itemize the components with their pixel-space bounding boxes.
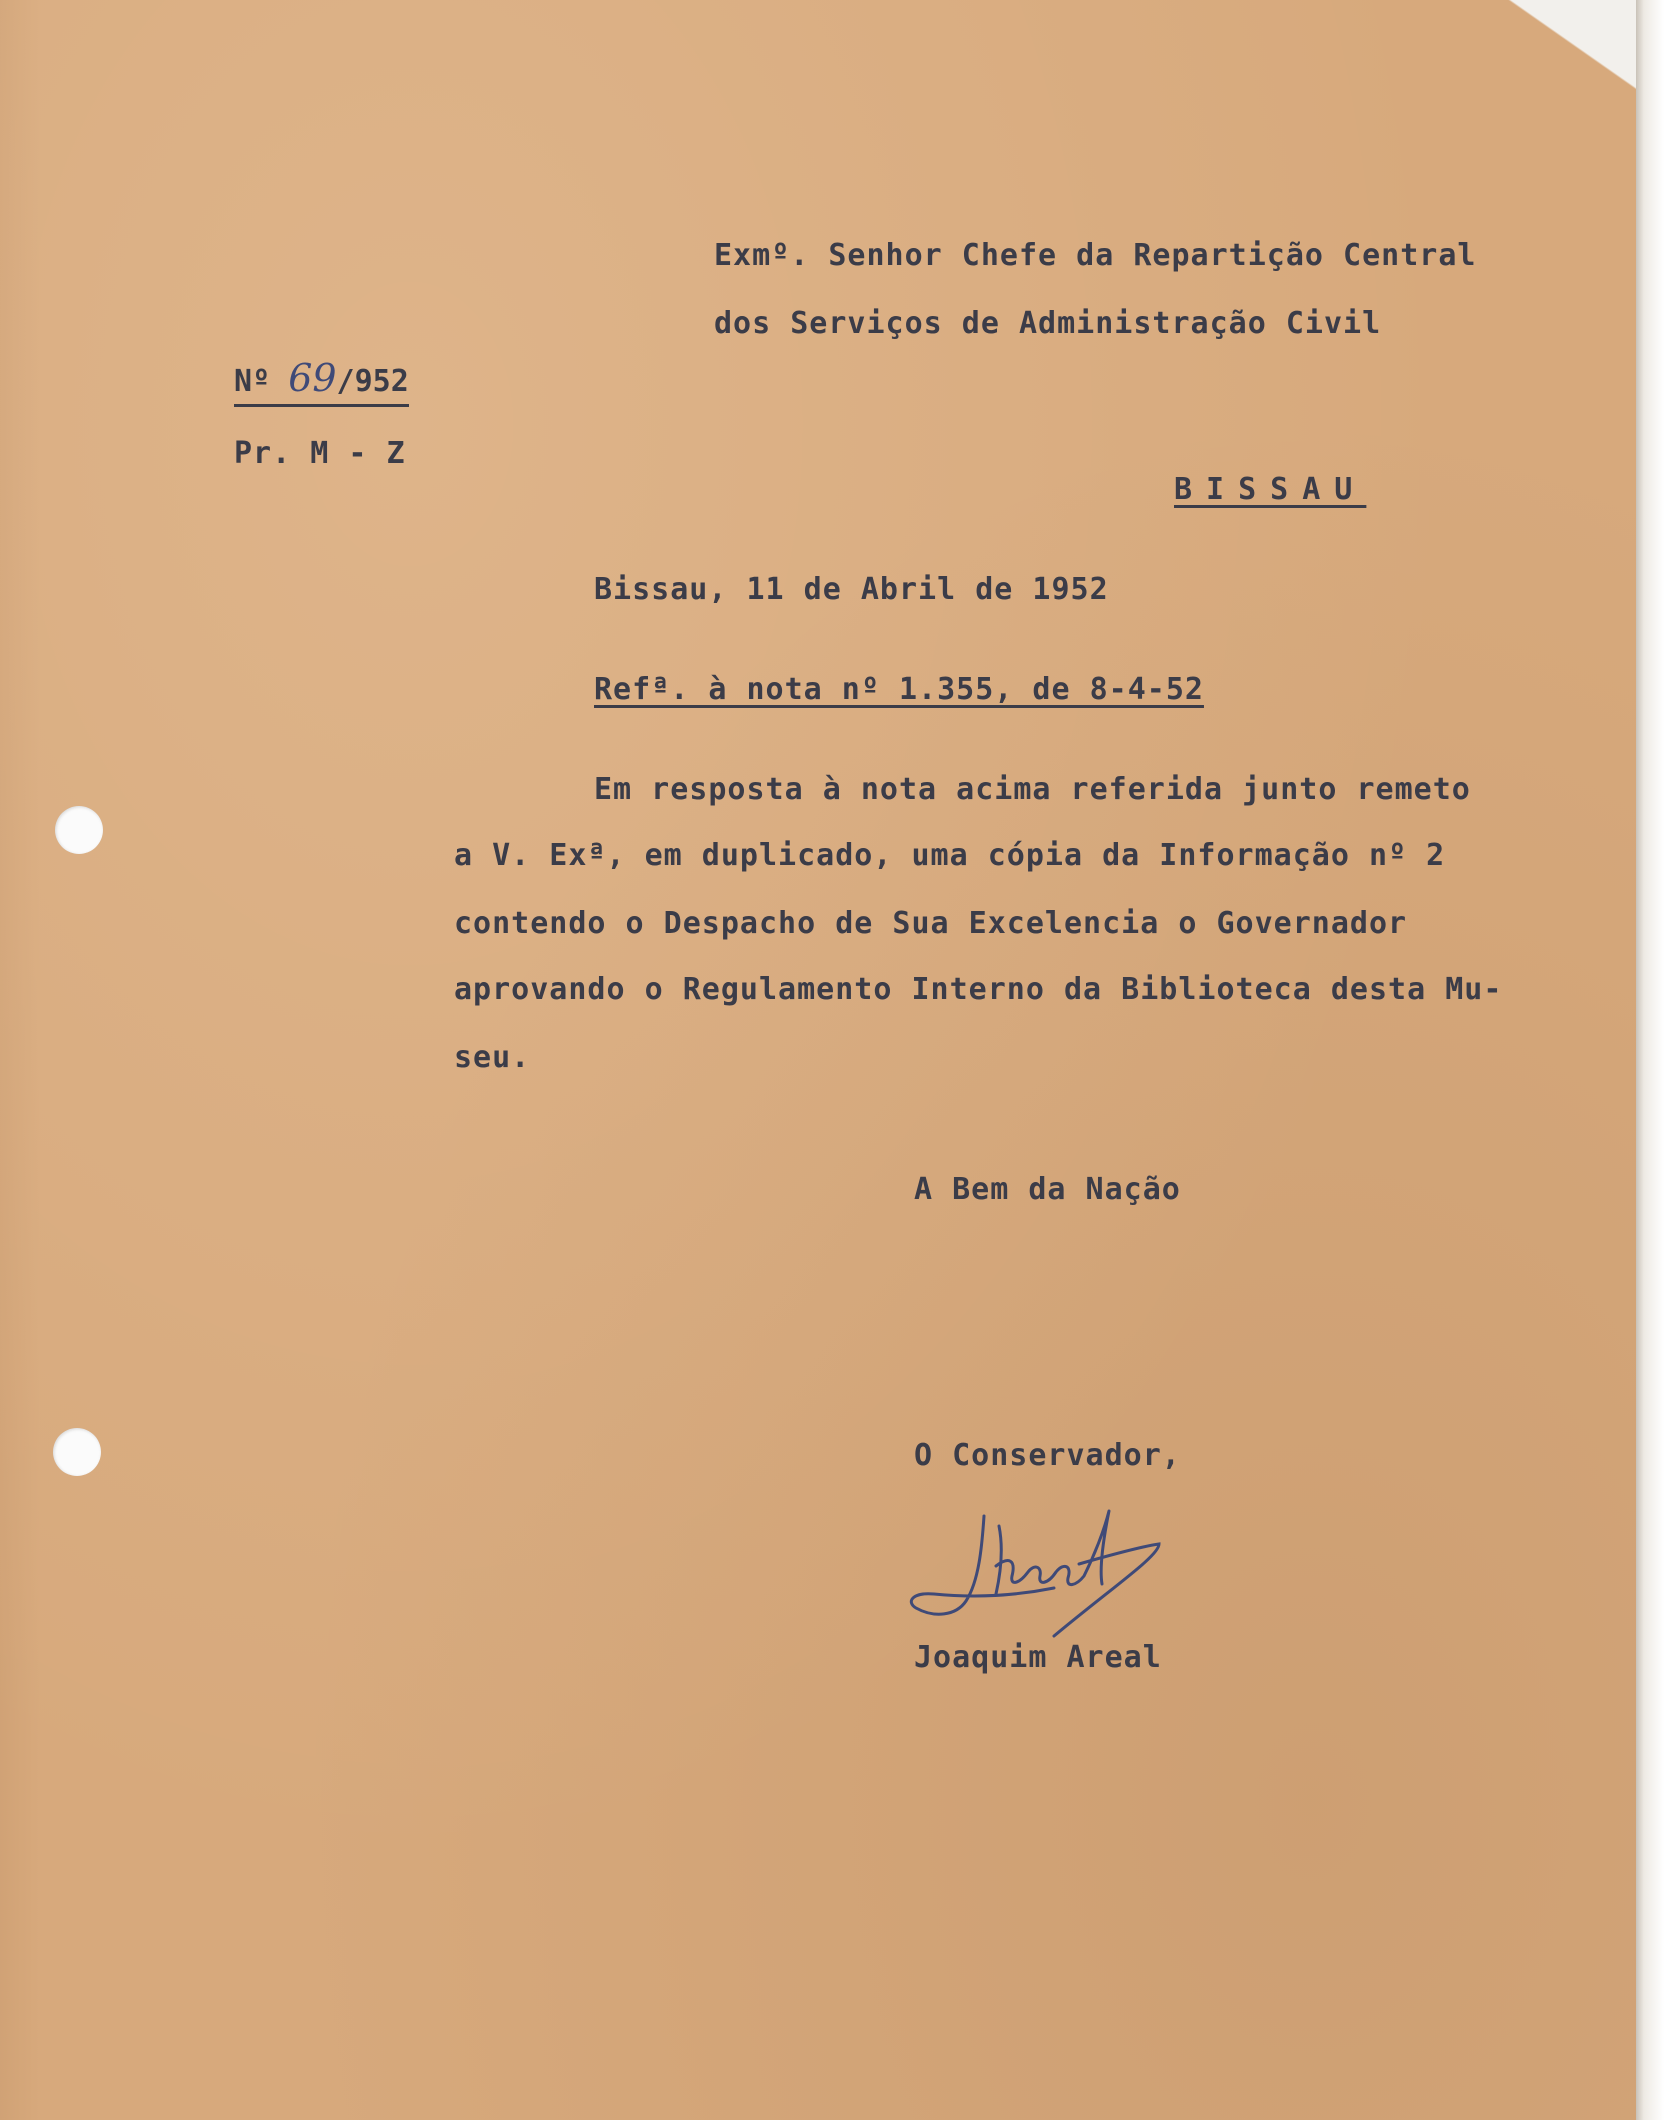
document-number [234, 356, 409, 407]
reference-line: Refª. à nota nº 1.355, de 8-4-52 [594, 672, 1204, 707]
body-line-2: a V. Exª, em duplicado, uma cópia da Informação nº 2 [454, 838, 1446, 873]
destination-city: BISSAU [1174, 472, 1367, 507]
number-year: /952 [336, 364, 409, 399]
folded-corner [1490, 0, 1640, 110]
signatory-name: Joaquim Areal [914, 1640, 1162, 1675]
number-prefix: Nº [234, 364, 271, 399]
recipient-line-2: dos Serviços de Administração Civil [714, 306, 1382, 341]
signatory-title: O Conservador, [914, 1438, 1181, 1473]
page-edge [1636, 0, 1664, 2120]
body-line-4: aprovando o Regulamento Interno da Biblioteca desta Mu- [454, 972, 1503, 1007]
body-line-1: Em resposta à nota acima referida junto remeto [594, 772, 1471, 807]
number-handwritten: 69 [288, 356, 337, 400]
date-line: Bissau, 11 de Abril de 1952 [594, 572, 1109, 607]
punch-hole-top [55, 806, 103, 854]
closing-formula: A Bem da Nação [914, 1172, 1181, 1207]
process-reference: Pr. M - Z [234, 436, 406, 471]
body-line-3: contendo o Despacho de Sua Excelencia o Governador [454, 906, 1408, 941]
recipient-line-1: Exmº. Senhor Chefe da Repartição Central [714, 238, 1477, 273]
body-line-5: seu. [454, 1040, 531, 1075]
handwritten-signature [904, 1496, 1204, 1646]
punch-hole-bottom [53, 1428, 101, 1476]
